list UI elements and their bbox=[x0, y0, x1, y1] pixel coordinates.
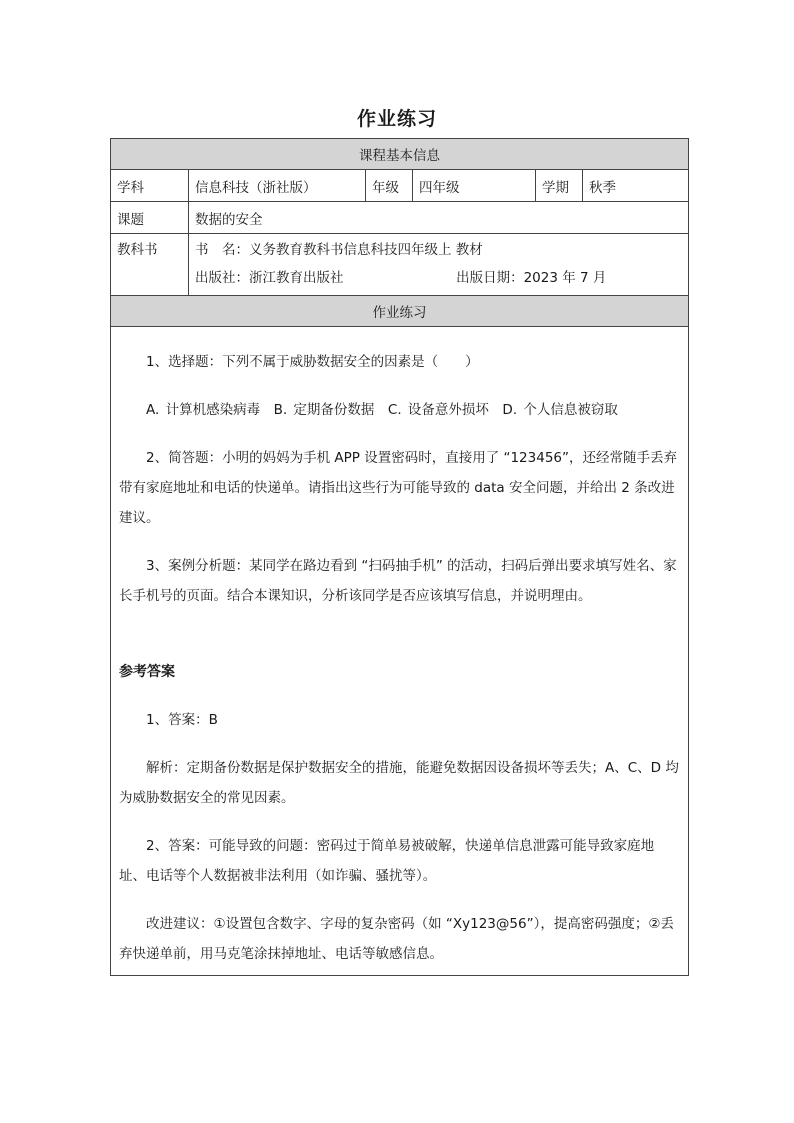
textbook-label-text: 教科书 bbox=[117, 242, 158, 258]
section-header-basic-info: 课程基本信息 bbox=[111, 139, 689, 170]
textbook-info bbox=[189, 234, 689, 296]
question-1: 1、选择题：下列不属于威胁数据安全的因素是（ ） bbox=[146, 354, 479, 370]
question-2: 2、简答题：小明的妈妈为手机 APP 设置密码时，直接用了 “123456”，还经常随手丢弃带有家庭地址和电话的快递单。请指出这些行为可能导致的 data 安全问题，并给出 2 条改进建议。 bbox=[119, 450, 678, 526]
grade-label: 年级 bbox=[366, 170, 413, 202]
page-title: 作业练习 bbox=[356, 108, 437, 130]
answer-2-suggestions: 改进建议：①设置包含数字、字母的复杂密码（如 “Xy123@56”），提高密码强度；②丢弃快递单前，用马克笔涂抹掉地址、电话等敏感信息。 bbox=[119, 916, 674, 962]
topic-label: 课题 bbox=[111, 202, 189, 234]
answer-2: 2、答案：可能导致的问题：密码过于简单易被破解，快递单信息泄露可能导致家庭地址、电话等个人数据被非法利用（如诈骗、骚扰等）。 bbox=[119, 838, 655, 884]
publisher: 出版社：浙江教育出版社 bbox=[195, 270, 344, 286]
topic-value: 数据的安全 bbox=[189, 202, 689, 234]
term-value: 秋季 bbox=[583, 170, 689, 202]
subject-value: 信息科技（浙社版） bbox=[189, 170, 366, 202]
publish-date: 出版日期：2023 年 7 月 bbox=[456, 270, 607, 286]
subject-label: 学科 bbox=[111, 170, 189, 202]
textbook-name: 书 名：义务教育教科书信息科技四年级上 教材 bbox=[195, 242, 483, 258]
question-1-options: A. 计算机感染病毒 B. 定期备份数据 C. 设备意外损坏 D. 个人信息被窃取 bbox=[146, 402, 618, 418]
homework-table bbox=[110, 138, 689, 976]
answer-1-explanation: 解析：定期备份数据是保护数据安全的措施，能避免数据因设备损坏等丢失；A、C、D 均为威胁数据安全的常见因素。 bbox=[119, 760, 679, 806]
term-label: 学期 bbox=[536, 170, 583, 202]
answer-heading: 参考答案 bbox=[119, 664, 175, 680]
answer-1: 1、答案：B bbox=[146, 712, 218, 728]
textbook-label bbox=[111, 234, 189, 296]
question-3: 3、案例分析题：某同学在路边看到 “扫码抽手机” 的活动，扫码后弹出要求填写姓名、家长手机号的页面。结合本课知识，分析该同学是否应该填写信息，并说明理由。 bbox=[119, 558, 677, 604]
homework-content bbox=[111, 327, 689, 976]
grade-value: 四年级 bbox=[413, 170, 536, 202]
section-header-homework: 作业练习 bbox=[111, 296, 689, 327]
publisher-row bbox=[195, 264, 682, 292]
